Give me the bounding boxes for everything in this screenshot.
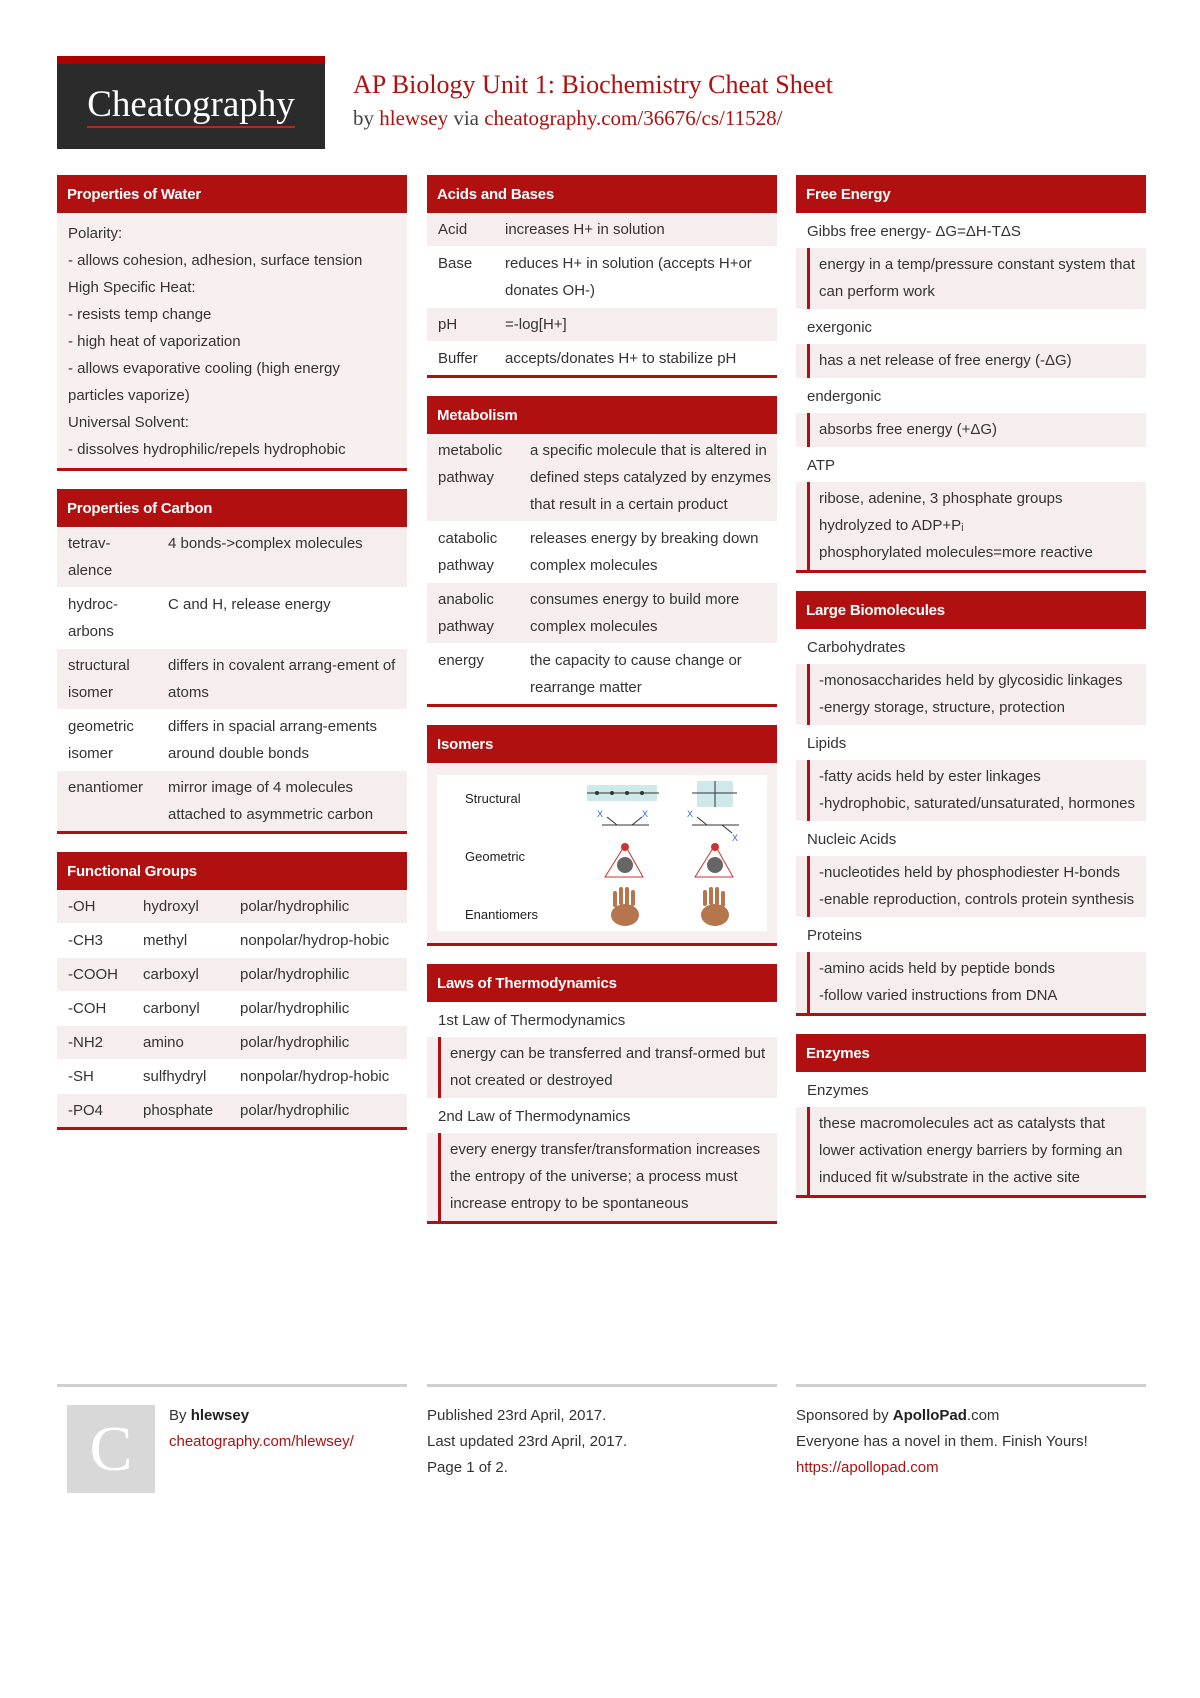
group-name-cell: carboxyl <box>132 958 229 992</box>
hand-left-icon <box>611 887 639 926</box>
property-cell: polar/hydrophilic <box>229 992 407 1026</box>
thermodynamics-body <box>427 1002 777 1221</box>
property-cell: nonpolar/hydrop-hobic <box>229 924 407 958</box>
updated-date: Last updated 23rd April, 2017. <box>427 1433 628 1450</box>
group-name-cell: hydroxyl <box>143 898 199 915</box>
section-header: Metabolism <box>427 396 777 434</box>
term-cell: hydroc-arbons <box>57 588 157 649</box>
definition-cell: differs in spacial arrang-ements around double bonds <box>157 710 407 771</box>
water-section <box>57 175 407 471</box>
section-header: Functional Groups <box>57 852 407 890</box>
group-name-cell: phosphate <box>132 1094 229 1128</box>
footer-dates <box>427 1384 777 1481</box>
structural-molecule-right <box>692 781 737 807</box>
term-text: -enable reproduction, controls protein synthesis <box>819 891 1135 908</box>
sheet-url-link[interactable]: cheatography.com/36676/cs/11528/ <box>484 106 783 130</box>
metabolism-table <box>427 434 777 704</box>
term-cell: anabolic pathway <box>427 583 519 644</box>
table-row <box>57 924 407 958</box>
column-2 <box>427 175 777 1242</box>
svg-text:X: X <box>732 833 739 843</box>
page-title: AP Biology Unit 1: Biochemistry Cheat Sheet <box>353 70 834 99</box>
text-line: - allows evaporative cooling (high energy particles vaporize) <box>68 360 340 404</box>
svg-text:X: X <box>642 809 649 819</box>
water-body <box>57 213 407 468</box>
table-row <box>57 588 407 649</box>
definition-cell: consumes energy to build more complex molecules <box>519 583 777 644</box>
table-row <box>427 434 777 522</box>
term-text: energy in a temp/pressure constant system that can perform work <box>819 256 1135 300</box>
table-row <box>427 342 777 376</box>
formula-cell: -OH <box>68 898 96 915</box>
term-cell: enantiomer <box>57 771 157 832</box>
definition-cell: the capacity to cause change or rearrange matter <box>519 644 777 705</box>
term-text: -amino acids held by peptide bonds <box>819 960 1055 977</box>
term-cell: Base <box>427 247 494 308</box>
isomer-label-structural: Structural <box>465 791 521 806</box>
table-row <box>427 247 777 308</box>
text-line: - dissolves hydrophilic/repels hydrophobic <box>68 441 346 458</box>
group-name-cell: methyl <box>132 924 229 958</box>
term-label: Nucleic Acids <box>807 831 897 848</box>
free-energy-body <box>796 213 1146 570</box>
table-row <box>57 1094 407 1128</box>
section-header: Properties of Carbon <box>57 489 407 527</box>
term-cell: geometric isomer <box>57 710 157 771</box>
term-cell: tetrav-alence <box>68 535 113 579</box>
functional-groups-section <box>57 852 407 1130</box>
sponsor-prefix: Sponsored by <box>796 1407 889 1424</box>
sponsor-name: ApolloPad <box>892 1407 967 1424</box>
footer-author-name: hlewsey <box>190 1407 250 1424</box>
term-label: Lipids <box>807 735 847 752</box>
table-row <box>427 644 777 705</box>
law-text: energy can be transferred and transf-ormed but not created or destroyed <box>438 1037 777 1098</box>
column-3 <box>796 175 1146 1216</box>
definition-cell: accepts/donates H+ to stabilize pH <box>494 342 777 376</box>
definition-cell: increases H+ in solution <box>505 221 665 238</box>
definition-cell: differs in covalent arrang-ement of atoms <box>157 649 407 710</box>
carbon-section <box>57 489 407 834</box>
section-header: Acids and Bases <box>427 175 777 213</box>
isomer-label-geometric: Geometric <box>465 849 525 864</box>
section-header: Properties of Water <box>57 175 407 213</box>
definition-cell: C and H, release energy <box>157 588 407 649</box>
acids-bases-table <box>427 213 777 375</box>
table-row <box>427 583 777 644</box>
term-cell: energy <box>427 644 519 705</box>
definition-cell: releases energy by breaking down complex molecules <box>519 522 777 583</box>
term-text: has a net release of free energy (-ΔG) <box>819 352 1072 369</box>
term-label: Proteins <box>807 927 863 944</box>
property-cell: nonpolar/hydrop-hobic <box>229 1060 407 1094</box>
cheatography-logo[interactable] <box>57 56 325 149</box>
term-text: these macromolecules act as catalysts that lower activation energy barriers by forming an induced fit w/substrate in the active site <box>807 1107 1146 1195</box>
term-cell: Buffer <box>427 342 494 376</box>
table-row <box>57 958 407 992</box>
enantiomer-molecule-right <box>695 843 733 877</box>
text-line: High Specific Heat: <box>68 279 196 296</box>
definition-cell: reduces H+ in solution (accepts H+or donates OH-) <box>494 247 777 308</box>
functional-groups-table <box>57 890 407 1127</box>
section-header: Enzymes <box>796 1034 1146 1072</box>
table-row <box>427 522 777 583</box>
property-cell: polar/hydrophilic <box>240 898 350 915</box>
term-text: absorbs free energy (+ΔG) <box>819 421 998 438</box>
table-row <box>57 992 407 1026</box>
byline-via: via <box>453 106 479 130</box>
term-cell: structural isomer <box>57 649 157 710</box>
group-name-cell: carbonyl <box>132 992 229 1026</box>
acids-bases-section <box>427 175 777 378</box>
term-label: endergonic <box>807 388 882 405</box>
biomolecules-section <box>796 591 1146 1016</box>
law-label: 2nd Law of Thermodynamics <box>438 1108 631 1125</box>
section-header: Large Biomolecules <box>796 591 1146 629</box>
term-text: -hydrophobic, saturated/unsaturated, hormones <box>819 795 1136 812</box>
text-line: Universal Solvent: <box>68 414 189 431</box>
formula-cell: -COH <box>57 992 132 1026</box>
term-label: exergonic <box>807 319 873 336</box>
term-label: Enzymes <box>807 1082 869 1099</box>
enantiomer-molecule-left <box>605 843 643 877</box>
structural-molecule-left <box>587 785 659 801</box>
formula-cell: -COOH <box>57 958 132 992</box>
table-row <box>57 890 407 924</box>
author-link[interactable]: hlewsey <box>379 106 449 130</box>
table-row <box>427 213 777 247</box>
property-cell: polar/hydrophilic <box>229 1094 407 1128</box>
text-line: Polarity: <box>68 225 123 242</box>
sponsor-text: Everyone has a novel in them. Finish Yours! <box>796 1433 1088 1450</box>
isomer-label-enantiomers: Enantiomers <box>465 907 538 922</box>
property-cell: polar/hydrophilic <box>229 958 407 992</box>
table-row <box>427 308 777 342</box>
term-text: -energy storage, structure, protection <box>819 699 1065 716</box>
table-row <box>57 771 407 832</box>
table-row <box>57 649 407 710</box>
cheatography-badge-icon: C <box>67 1405 155 1493</box>
term-text: -follow varied instructions from DNA <box>819 987 1058 1004</box>
hand-right-icon <box>701 887 729 926</box>
formula-cell: -NH2 <box>57 1026 132 1060</box>
law-label: 1st Law of Thermodynamics <box>438 1012 626 1029</box>
term-text: ribose, adenine, 3 phosphate groups <box>819 490 1063 507</box>
term-text: phosphorylated molecules=more reactive <box>819 544 1093 561</box>
term-cell: metabolic pathway <box>438 442 503 486</box>
free-energy-section <box>796 175 1146 573</box>
formula-cell: -CH3 <box>57 924 132 958</box>
isomers-diagram <box>437 775 767 931</box>
formula-cell: -SH <box>57 1060 132 1094</box>
table-row <box>57 1026 407 1060</box>
text-line: - high heat of vaporization <box>68 333 241 350</box>
geometric-molecule-right <box>687 809 739 843</box>
carbon-table <box>57 527 407 831</box>
term-text: -fatty acids held by ester linkages <box>819 768 1041 785</box>
section-header: Free Energy <box>796 175 1146 213</box>
footer-sponsor <box>796 1384 1146 1481</box>
sponsor-link[interactable]: https://apollopad.com <box>796 1459 939 1476</box>
table-row <box>57 527 407 588</box>
geometric-molecule-left <box>597 809 649 825</box>
section-header: Laws of Thermodynamics <box>427 964 777 1002</box>
page-number: Page 1 of 2. <box>427 1459 508 1476</box>
enzymes-section <box>796 1034 1146 1198</box>
byline-by: by <box>353 106 374 130</box>
text-line: - allows cohesion, adhesion, surface tension <box>68 252 363 269</box>
term-label: ATP <box>807 457 836 474</box>
term-cell: pH <box>427 308 494 342</box>
metabolism-section <box>427 396 777 707</box>
definition-cell: mirror image of 4 molecules attached to asymmetric carbon <box>157 771 407 832</box>
thermodynamics-section <box>427 964 777 1224</box>
term-cell: Acid <box>438 221 468 238</box>
formula-cell: -PO4 <box>57 1094 132 1128</box>
isomers-section <box>427 725 777 946</box>
logo-text: Cheatography <box>87 85 295 128</box>
enzymes-body <box>796 1072 1146 1195</box>
biomolecules-body <box>796 629 1146 1013</box>
byline <box>353 106 782 131</box>
term-text: -monosaccharides held by glycosidic linkages <box>819 672 1123 689</box>
term-label: Carbohydrates <box>807 639 906 656</box>
definition-cell: a specific molecule that is altered in defined steps catalyzed by enzymes that result in a certain product <box>530 442 771 513</box>
footer-by: By <box>169 1407 187 1424</box>
svg-text:X: X <box>687 809 694 819</box>
term-text: -nucleotides held by phosphodiester H-bonds <box>819 864 1121 881</box>
column-1 <box>57 175 407 1148</box>
published-date: Published 23rd April, 2017. <box>427 1407 607 1424</box>
svg-text:X: X <box>597 809 604 819</box>
group-name-cell: amino <box>132 1026 229 1060</box>
isomers-figure <box>427 763 777 943</box>
section-header: Isomers <box>427 725 777 763</box>
term-cell: catabolic pathway <box>427 522 519 583</box>
property-cell: polar/hydrophilic <box>229 1026 407 1060</box>
term-label: Gibbs free energy- ΔG=ΔH-TΔS <box>807 223 1021 240</box>
group-name-cell: sulfhydryl <box>132 1060 229 1094</box>
term-text: hydrolyzed to ADP+Pᵢ <box>819 517 964 534</box>
text-line: - resists temp change <box>68 306 212 323</box>
footer-author <box>57 1384 407 1484</box>
table-row <box>57 1060 407 1094</box>
law-text: every energy transfer/transformation increases the entropy of the universe; a process must increase entropy to be spontaneous <box>438 1133 777 1221</box>
sponsor-suffix: .com <box>966 1407 1000 1424</box>
definition-cell: =-log[H+] <box>494 308 777 342</box>
table-row <box>57 710 407 771</box>
definition-cell: 4 bonds->complex molecules <box>168 535 363 552</box>
author-profile-link[interactable]: cheatography.com/hlewsey/ <box>169 1433 354 1450</box>
